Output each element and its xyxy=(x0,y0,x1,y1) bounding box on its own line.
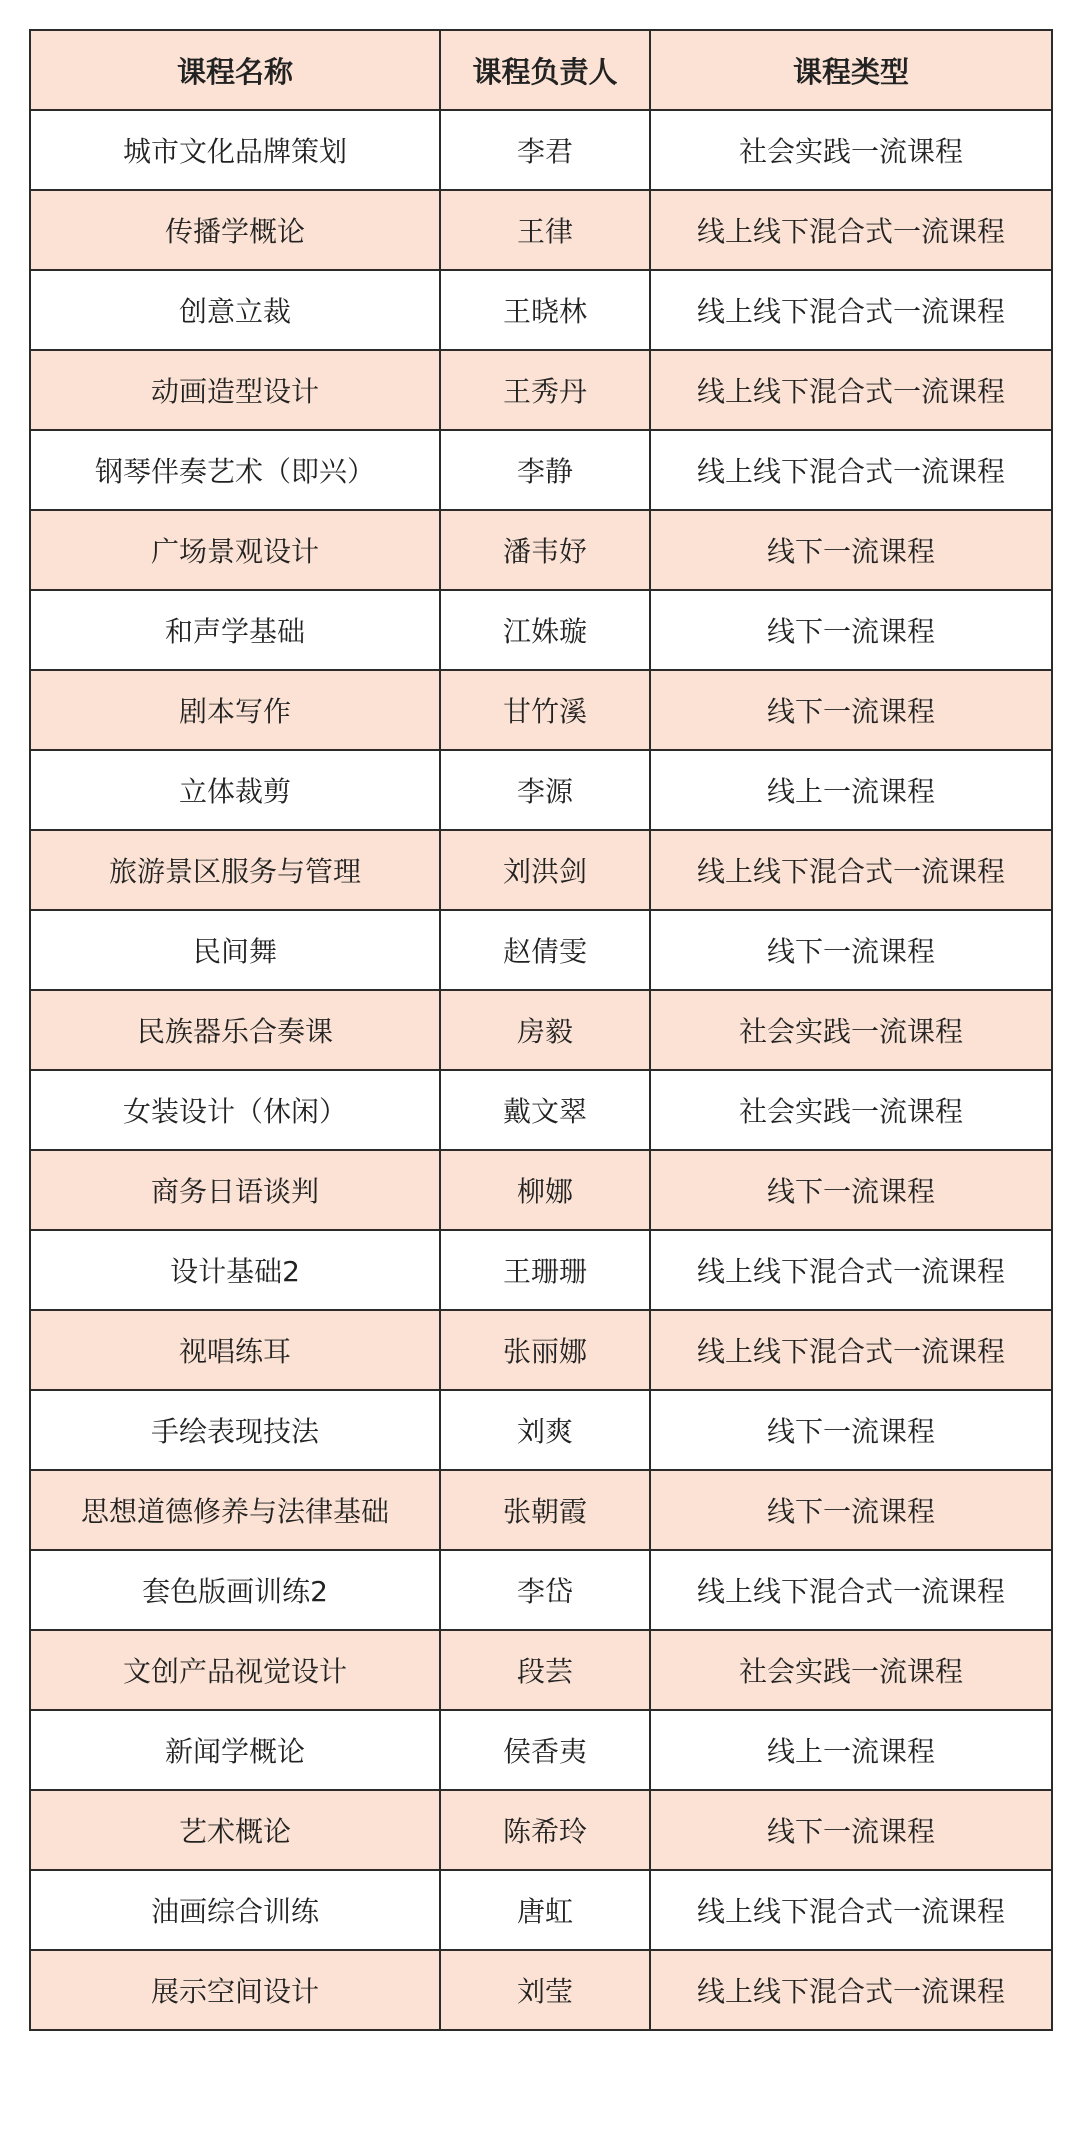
cell-course-type: 线上一流课程 xyxy=(650,750,1052,830)
cell-course-owner: 柳娜 xyxy=(440,1150,650,1230)
cell-course-name: 手绘表现技法 xyxy=(30,1390,440,1470)
header-course-type: 课程类型 xyxy=(650,30,1052,110)
cell-course-owner: 王晓林 xyxy=(440,270,650,350)
table-row xyxy=(30,830,1052,910)
cell-course-type: 线上线下混合式一流课程 xyxy=(650,1310,1052,1390)
table-row xyxy=(30,510,1052,590)
cell-course-type: 线上一流课程 xyxy=(650,1710,1052,1790)
table-body xyxy=(30,110,1052,2030)
cell-course-name: 广场景观设计 xyxy=(30,510,440,590)
cell-course-name: 传播学概论 xyxy=(30,190,440,270)
table-row xyxy=(30,910,1052,990)
cell-course-owner: 张丽娜 xyxy=(440,1310,650,1390)
cell-course-type: 线上线下混合式一流课程 xyxy=(650,430,1052,510)
cell-course-type: 社会实践一流课程 xyxy=(650,990,1052,1070)
cell-course-type: 线上线下混合式一流课程 xyxy=(650,190,1052,270)
cell-course-type: 线下一流课程 xyxy=(650,1390,1052,1470)
cell-course-name: 套色版画训练2 xyxy=(30,1550,440,1630)
table-row xyxy=(30,1790,1052,1870)
cell-course-owner: 侯香夷 xyxy=(440,1710,650,1790)
table-row xyxy=(30,1630,1052,1710)
cell-course-type: 线下一流课程 xyxy=(650,910,1052,990)
cell-course-owner: 李君 xyxy=(440,110,650,190)
cell-course-name: 新闻学概论 xyxy=(30,1710,440,1790)
course-table xyxy=(29,29,1053,2031)
table-row xyxy=(30,1150,1052,1230)
cell-course-owner: 陈希玲 xyxy=(440,1790,650,1870)
table-row xyxy=(30,670,1052,750)
cell-course-name: 和声学基础 xyxy=(30,590,440,670)
cell-course-type: 线上线下混合式一流课程 xyxy=(650,1870,1052,1950)
cell-course-type: 线上线下混合式一流课程 xyxy=(650,1950,1052,2030)
cell-course-type: 线下一流课程 xyxy=(650,510,1052,590)
table-row xyxy=(30,190,1052,270)
cell-course-owner: 张朝霞 xyxy=(440,1470,650,1550)
cell-course-name: 商务日语谈判 xyxy=(30,1150,440,1230)
cell-course-name: 油画综合训练 xyxy=(30,1870,440,1950)
header-course-owner: 课程负责人 xyxy=(440,30,650,110)
cell-course-owner: 刘爽 xyxy=(440,1390,650,1470)
cell-course-name: 剧本写作 xyxy=(30,670,440,750)
cell-course-owner: 潘韦妤 xyxy=(440,510,650,590)
cell-course-type: 线下一流课程 xyxy=(650,1470,1052,1550)
cell-course-name: 视唱练耳 xyxy=(30,1310,440,1390)
cell-course-type: 线下一流课程 xyxy=(650,590,1052,670)
table-row xyxy=(30,750,1052,830)
cell-course-name: 钢琴伴奏艺术（即兴） xyxy=(30,430,440,510)
table-row xyxy=(30,1390,1052,1470)
cell-course-name: 民间舞 xyxy=(30,910,440,990)
table-row xyxy=(30,350,1052,430)
cell-course-owner: 刘洪剑 xyxy=(440,830,650,910)
cell-course-name: 城市文化品牌策划 xyxy=(30,110,440,190)
table-row xyxy=(30,1550,1052,1630)
cell-course-type: 线上线下混合式一流课程 xyxy=(650,1550,1052,1630)
table-row xyxy=(30,990,1052,1070)
cell-course-name: 文创产品视觉设计 xyxy=(30,1630,440,1710)
cell-course-owner: 段芸 xyxy=(440,1630,650,1710)
cell-course-owner: 王秀丹 xyxy=(440,350,650,430)
cell-course-owner: 李静 xyxy=(440,430,650,510)
table-row xyxy=(30,590,1052,670)
cell-course-type: 线上线下混合式一流课程 xyxy=(650,1230,1052,1310)
cell-course-name: 思想道德修养与法律基础 xyxy=(30,1470,440,1550)
cell-course-name: 动画造型设计 xyxy=(30,350,440,430)
cell-course-type: 线上线下混合式一流课程 xyxy=(650,350,1052,430)
cell-course-type: 线下一流课程 xyxy=(650,1790,1052,1870)
cell-course-owner: 房毅 xyxy=(440,990,650,1070)
cell-course-type: 社会实践一流课程 xyxy=(650,1070,1052,1150)
cell-course-owner: 李岱 xyxy=(440,1550,650,1630)
table-row xyxy=(30,270,1052,350)
cell-course-name: 设计基础2 xyxy=(30,1230,440,1310)
header-course-name: 课程名称 xyxy=(30,30,440,110)
cell-course-name: 旅游景区服务与管理 xyxy=(30,830,440,910)
cell-course-type: 线上线下混合式一流课程 xyxy=(650,830,1052,910)
cell-course-type: 社会实践一流课程 xyxy=(650,1630,1052,1710)
cell-course-name: 艺术概论 xyxy=(30,1790,440,1870)
cell-course-name: 立体裁剪 xyxy=(30,750,440,830)
table-row xyxy=(30,1870,1052,1950)
cell-course-name: 展示空间设计 xyxy=(30,1950,440,2030)
course-table-container xyxy=(29,29,1051,2031)
table-header-row xyxy=(30,30,1052,110)
cell-course-owner: 刘莹 xyxy=(440,1950,650,2030)
cell-course-owner: 戴文翠 xyxy=(440,1070,650,1150)
table-row xyxy=(30,110,1052,190)
cell-course-owner: 甘竹溪 xyxy=(440,670,650,750)
cell-course-owner: 王律 xyxy=(440,190,650,270)
cell-course-type: 线上线下混合式一流课程 xyxy=(650,270,1052,350)
table-row xyxy=(30,1070,1052,1150)
cell-course-owner: 李源 xyxy=(440,750,650,830)
cell-course-type: 线下一流课程 xyxy=(650,1150,1052,1230)
cell-course-type: 线下一流课程 xyxy=(650,670,1052,750)
table-row xyxy=(30,1710,1052,1790)
table-row xyxy=(30,1470,1052,1550)
table-row xyxy=(30,1230,1052,1310)
cell-course-name: 女装设计（休闲） xyxy=(30,1070,440,1150)
cell-course-owner: 王珊珊 xyxy=(440,1230,650,1310)
cell-course-owner: 江姝璇 xyxy=(440,590,650,670)
table-row xyxy=(30,430,1052,510)
cell-course-owner: 赵倩雯 xyxy=(440,910,650,990)
table-row xyxy=(30,1950,1052,2030)
cell-course-type: 社会实践一流课程 xyxy=(650,110,1052,190)
cell-course-name: 民族器乐合奏课 xyxy=(30,990,440,1070)
cell-course-owner: 唐虹 xyxy=(440,1870,650,1950)
cell-course-name: 创意立裁 xyxy=(30,270,440,350)
table-row xyxy=(30,1310,1052,1390)
